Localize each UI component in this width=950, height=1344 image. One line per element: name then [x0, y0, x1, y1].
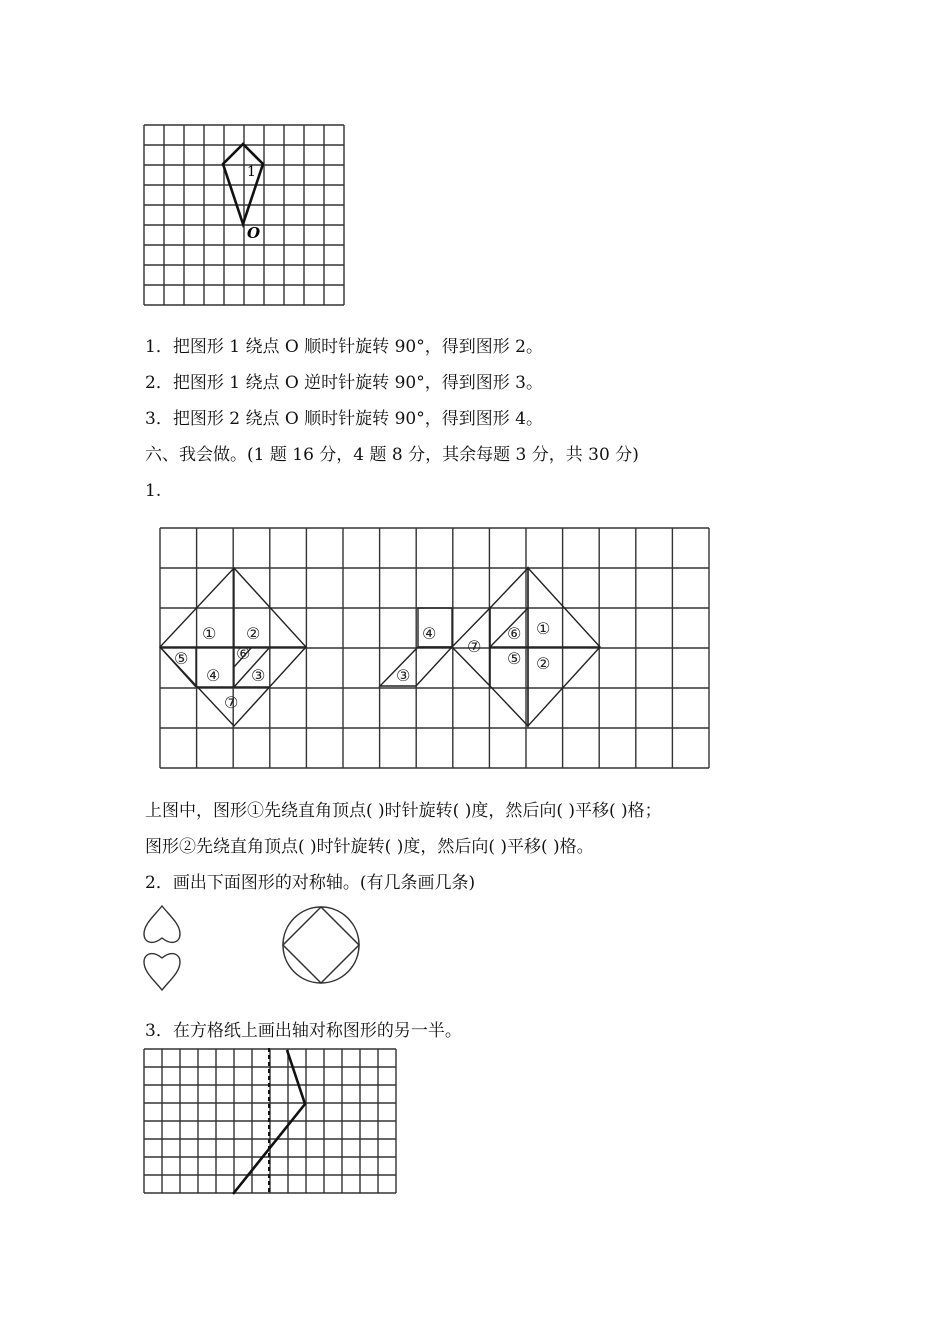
tangram-label-left-6: ⑥: [236, 644, 251, 663]
question-6-3: 3．在方格纸上画出轴对称图形的另一半。: [145, 1021, 462, 1041]
section-6-heading: 六、我会做。(1 题 16 分，4 题 8 分，其余每题 3 分，共 30 分): [145, 445, 639, 465]
question-6-2: 2．画出下面图形的对称轴。(有几条画几条): [145, 873, 476, 893]
tangram-label-left-3: ③: [251, 666, 266, 685]
tangram-label-right-7: ⑦: [467, 637, 482, 656]
question-5-3: 3．把图形 2 绕点 O 顺时针旋转 90°，得到图形 4。: [145, 409, 543, 429]
tangram-label-right-1: ①: [536, 619, 551, 638]
tangram-label-left-7: ⑦: [224, 693, 239, 712]
tangram-label-right-6: ⑥: [507, 624, 522, 643]
tangram-label-right-2: ②: [536, 654, 551, 673]
tangram-label-right-4: ④: [422, 624, 437, 643]
tangram-label-left-5: ⑤: [174, 649, 189, 668]
tangram-label-left-1: ①: [202, 624, 217, 643]
tangram-label-right-3: ③: [396, 666, 411, 685]
heart-lower: [144, 954, 180, 990]
tangram-label-left-4: ④: [206, 666, 221, 685]
question-6-1-line-1: 上图中，图形①先绕直角顶点( )时针旋转( )度，然后向( )平移( )格；: [145, 801, 662, 821]
question-5-2: 2．把图形 1 绕点 O 逆时针旋转 90°，得到图形 3。: [145, 373, 543, 393]
symmetry-grid: [143, 1048, 399, 1198]
question-6-1-number: 1.: [145, 481, 162, 501]
tangram-label-right-5: ⑤: [507, 649, 522, 668]
point-o-label: O: [247, 224, 261, 242]
figure-1-grid: [143, 124, 347, 306]
tangram-grid: [158, 526, 713, 769]
question-5-1: 1．把图形 1 绕点 O 顺时针旋转 90°，得到图形 2。: [145, 337, 543, 357]
question-6-1-line-2: 图形②先绕直角顶点( )时针旋转( )度，然后向( )平移( )格。: [145, 837, 594, 857]
figure-1-kite: [223, 144, 263, 224]
tangram-label-left-2: ②: [246, 624, 261, 643]
heart-upper: [144, 906, 180, 942]
figure-1-label: 1: [247, 164, 256, 180]
circle-square-figure: [280, 904, 362, 986]
heart-pair-figure: [140, 902, 190, 994]
